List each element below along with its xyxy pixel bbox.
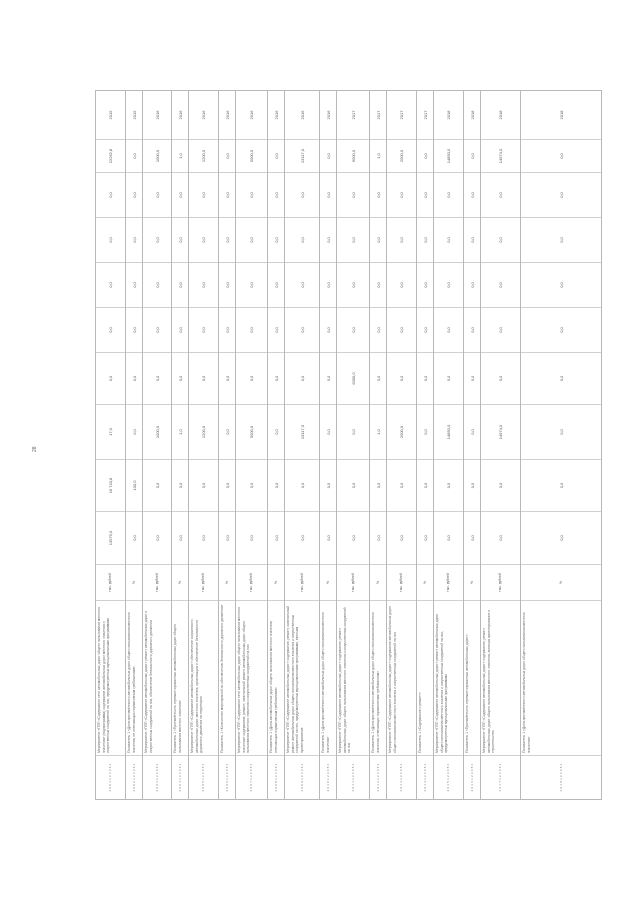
row-value: 0,0: [417, 140, 433, 173]
table-row: [434, 90, 464, 800]
row-unit: тыс. рублей: [285, 565, 319, 601]
row-value: 0,0: [387, 353, 416, 405]
row-value: 2016: [268, 90, 284, 140]
table-row: [172, 90, 189, 800]
row-value: 0,0: [337, 263, 369, 308]
row-value: 0,0: [143, 460, 171, 512]
row-value: 0,0: [219, 173, 235, 218]
row-value: 1,0: [370, 140, 386, 173]
row-value: 0,0: [464, 512, 480, 565]
row-name: Мероприятие «ППП «Содержание автомобильных дорог» ремонт автомобильных дорог общего пользования местного значения и искусственных сооружений на них, предусмотренных муниципальными программами: [434, 601, 463, 756]
row-unit: %: [219, 565, 235, 601]
row-value: 0,0: [370, 460, 386, 512]
row-value: 0,0: [126, 512, 142, 565]
row-value: 0,0: [219, 140, 235, 173]
row-value: 0,0: [337, 512, 369, 565]
table-row: [521, 90, 602, 800]
row-value: 22262,8: [96, 140, 125, 173]
row-code: 2 0 0 4 1 2 3 4 5 1: [172, 756, 188, 800]
row-unit: тыс. рублей: [143, 565, 171, 601]
row-value: 0,0: [464, 405, 480, 460]
row-value: 0,0: [370, 263, 386, 308]
row-value: 6000,0: [337, 353, 369, 405]
row-value: 0,0: [189, 173, 218, 218]
row-code: 2 0 0 7 1 2 3 4 5 1: [236, 756, 267, 800]
row-value: 2017: [417, 90, 433, 140]
row-value: 0,0: [285, 263, 319, 308]
row-value: 2017: [337, 90, 369, 140]
row-value: 2000,0: [387, 405, 416, 460]
row-unit: тыс. рублей: [337, 565, 369, 601]
row-value: 0,0: [172, 263, 188, 308]
row-value: 0,0: [126, 140, 142, 173]
row-value: 0,0: [189, 512, 218, 565]
row-value: 2017: [370, 90, 386, 140]
row-value: 13117,0: [285, 140, 319, 173]
row-value: 16 743,8: [96, 460, 125, 512]
row-value: 2018: [434, 90, 463, 140]
row-value: 0,0: [268, 460, 284, 512]
row-value: 13579,0: [96, 512, 125, 565]
row-unit: %: [417, 565, 433, 601]
row-value: 0,0: [126, 405, 142, 460]
row-value: 0,0: [172, 512, 188, 565]
row-value: 2016: [320, 90, 336, 140]
row-value: 0,0: [143, 263, 171, 308]
row-value: 0,0: [417, 405, 433, 460]
row-value: 0,0: [481, 218, 520, 263]
row-value: 0,0: [189, 460, 218, 512]
table-row: [481, 90, 521, 800]
row-value: 0,0: [126, 263, 142, 308]
row-unit: %: [172, 565, 188, 601]
row-value: 0,0: [370, 218, 386, 263]
row-value: 0,0: [172, 308, 188, 353]
row-value: 2016: [236, 90, 267, 140]
row-value: 0,0: [337, 405, 369, 460]
row-value: 0,0: [521, 460, 601, 512]
row-value: 5000,0: [236, 140, 267, 173]
row-value: 0,0: [143, 218, 171, 263]
row-value: 0,0: [236, 308, 267, 353]
row-value: 0,0: [320, 308, 336, 353]
row-value: 0,0: [219, 218, 235, 263]
row-value: 2016: [219, 90, 235, 140]
row-value: 0,0: [434, 512, 463, 565]
row-value: 0,0: [189, 218, 218, 263]
row-value: 0,0: [434, 308, 463, 353]
row-code: 2 0 0 6 1 2 3 4 5 1: [219, 756, 235, 800]
row-name: Мероприятие «ППП «Содержание автомобильных дорог» обеспечение сохранности автомобильных дорог местного значения, организация и обеспечение безопасности дорожного движения на территории: [189, 601, 218, 756]
row-value: 0,0: [521, 140, 601, 173]
row-value: 0,0: [387, 173, 416, 218]
row-value: 0,0: [96, 263, 125, 308]
row-value: 0,0: [337, 173, 369, 218]
table-row: [126, 90, 143, 800]
row-value: 0,0: [417, 353, 433, 405]
row-value: 0,0: [143, 512, 171, 565]
row-value: 0,0: [96, 173, 125, 218]
row-code: 2 0 1 0 1 2 3 4 5 1: [320, 756, 336, 800]
row-value: 0,0: [434, 263, 463, 308]
row-value: 0,0: [219, 308, 235, 353]
table-row: [189, 90, 219, 800]
row-unit: %: [320, 565, 336, 601]
row-unit: тыс. рублей: [96, 565, 125, 601]
row-value: 0,0: [464, 173, 480, 218]
row-value: 0,0: [219, 263, 235, 308]
row-value: 0,0: [268, 173, 284, 218]
row-value: 0,0: [521, 353, 601, 405]
row-value: 0,0: [126, 173, 142, 218]
row-value: 0,0: [236, 460, 267, 512]
row-value: 1,0: [172, 140, 188, 173]
row-value: 0,0: [387, 263, 416, 308]
table-row: [417, 90, 434, 800]
row-value: 0,0: [320, 460, 336, 512]
row-value: 0,0: [434, 353, 463, 405]
row-value: 0,0: [268, 308, 284, 353]
row-value: 14974,0: [481, 140, 520, 173]
row-unit: %: [521, 565, 601, 601]
row-value: 0,0: [96, 353, 125, 405]
row-code: 2 0 1 8 1 2 3 4 5 1: [521, 756, 601, 800]
row-value: 1200,0: [189, 140, 218, 173]
row-value: 0,0: [268, 218, 284, 263]
table-row: [268, 90, 285, 800]
row-unit: %: [464, 565, 480, 601]
row-value: 0,0: [370, 353, 386, 405]
row-value: 0,0: [219, 512, 235, 565]
row-name: Показатель 1 «Протяжённость отремонтированных автомобильных дорог общего пользования местного значения»: [172, 601, 188, 756]
row-value: 0,0: [219, 405, 235, 460]
row-value: 1000,0: [143, 405, 171, 460]
row-value: 0,0: [320, 263, 336, 308]
row-value: 0,0: [337, 218, 369, 263]
row-code: 2 0 0 2 1 2 3 4 5 1: [126, 756, 142, 800]
table-row: [219, 90, 236, 800]
row-value: 2000,0: [387, 140, 416, 173]
row-value: 0,0: [219, 460, 235, 512]
row-name: Показатель 1 «Протяжённость отремонтированных автомобильных дорог»: [464, 601, 480, 756]
row-value: 0,0: [236, 263, 267, 308]
row-value: 0,0: [387, 512, 416, 565]
row-code: 2 0 1 4 1 2 3 4 5 1: [417, 756, 433, 800]
row-value: 0,0: [236, 512, 267, 565]
row-value: 0,0: [268, 405, 284, 460]
row-value: 0,0: [481, 263, 520, 308]
row-value: 13117,0: [285, 405, 319, 460]
row-value: 0,0: [481, 173, 520, 218]
row-name: Мероприятие «ППП «Содержание сети автомобильных дорог общего пользования местного значения» (подпрограмма) содержание автомобильных дорог местного значения и искусственных сооружений на них, предусмотренных муниципальными программами: [96, 601, 125, 756]
row-value: 0,0: [285, 308, 319, 353]
table-row: [387, 90, 417, 800]
row-unit: тыс. рублей: [387, 565, 416, 601]
row-value: 2018: [464, 90, 480, 140]
row-value: 2015: [126, 90, 142, 140]
table-row: [95, 90, 126, 800]
row-name: Показатель 1 «Доля автомобильных дорог общего пользования местного значения, отвечающих нормативным требованиям»: [268, 601, 284, 756]
row-value: 2015: [96, 90, 125, 140]
table-row: [143, 90, 172, 800]
row-value: 2016: [143, 90, 171, 140]
row-value: 0,0: [189, 263, 218, 308]
row-value: 0,0: [417, 512, 433, 565]
row-value: 6000,0: [337, 140, 369, 173]
row-code: 2 0 1 5 1 2 3 4 5 1: [434, 756, 463, 800]
row-name: Мероприятие «ППП «Содержание автомобильных дорог» содержание, ремонт автомобильных дорог общего пользования местного значения и искусственных сооружений на них: [337, 601, 369, 756]
rotated-table: [95, 90, 592, 800]
row-value: 0,0: [370, 308, 386, 353]
row-code: 2 0 0 8 1 2 3 4 5 1: [268, 756, 284, 800]
row-value: 0,0: [521, 218, 601, 263]
row-unit: %: [370, 565, 386, 601]
row-value: 0,0: [143, 308, 171, 353]
row-value: 0,0: [172, 460, 188, 512]
row-value: 0,0: [172, 353, 188, 405]
row-value: 0,0: [464, 460, 480, 512]
row-value: 0,0: [387, 460, 416, 512]
row-value: 0,0: [370, 173, 386, 218]
row-value: 0,0: [189, 353, 218, 405]
row-value: 14850,0: [434, 140, 463, 173]
row-value: 0,0: [143, 353, 171, 405]
row-value: 0,0: [96, 308, 125, 353]
row-value: 0,0: [521, 405, 601, 460]
row-unit: %: [126, 565, 142, 601]
row-value: 0,0: [285, 460, 319, 512]
row-unit: %: [268, 565, 284, 601]
row-value: 0,0: [464, 308, 480, 353]
row-value: 0,0: [434, 460, 463, 512]
row-name: Мероприятие «ППП «Содержание сети автомобильных дорог общего пользования местного значения» содержание, ремонт, капитальный ремонт автомобильных дорог общего пользования местного значения и искусственных сооружений на них: [236, 601, 267, 756]
row-value: 0,0: [320, 512, 336, 565]
row-value: 2016: [172, 90, 188, 140]
row-value: 0,0: [521, 263, 601, 308]
row-value: 0,0: [143, 173, 171, 218]
row-value: 0,0: [189, 308, 218, 353]
page-number: 28: [32, 446, 38, 452]
row-code: 2 0 1 2 1 2 3 4 5 1: [370, 756, 386, 800]
row-unit: тыс. рублей: [434, 565, 463, 601]
row-value: 0,0: [320, 353, 336, 405]
row-value: 0,0: [285, 512, 319, 565]
row-value: 0,0: [285, 353, 319, 405]
table-row: [370, 90, 387, 800]
row-unit: тыс. рублей: [236, 565, 267, 601]
row-value: 0,0: [370, 512, 386, 565]
row-value: 0,0: [464, 353, 480, 405]
row-value: 0,0: [236, 218, 267, 263]
table-row: [464, 90, 481, 800]
row-code: 2 0 0 3 1 2 3 4 5 1: [143, 756, 171, 800]
row-name: Мероприятие «ППП «Содержание автомобильных дорог» содержание автомобильных дорог общего пользования местного значения и искусственных сооружений на них: [387, 601, 416, 756]
row-value: 0,0: [417, 460, 433, 512]
row-value: 0,0: [126, 353, 142, 405]
row-value: 0,0: [320, 140, 336, 173]
row-value: 0,0: [521, 173, 601, 218]
row-value: 0,0: [172, 218, 188, 263]
row-name: Мероприятие «ППП «Содержание автомобильных дорог» ремонт автомобильных дорог и искусственных сооружений на них, обеспечение безопасности дорожного движения: [143, 601, 171, 756]
row-value: 0,0: [285, 218, 319, 263]
row-value: 2017: [387, 90, 416, 140]
row-code: 2 0 1 7 1 2 3 4 5 1: [481, 756, 520, 800]
row-value: 2016: [285, 90, 319, 140]
row-value: 0,0: [96, 218, 125, 263]
row-value: 1000,0: [143, 140, 171, 173]
row-value: 0,0: [417, 173, 433, 218]
row-value: 1200,0: [189, 405, 218, 460]
row-value: 0,0: [481, 460, 520, 512]
row-value: 0,0: [464, 263, 480, 308]
row-value: 0,0: [320, 218, 336, 263]
row-value: 0,0: [481, 308, 520, 353]
row-name: Показатель 1 «Доля протяжённости автомобильных дорог общего пользования местного значения»: [320, 601, 336, 756]
row-code: 2 0 0 5 1 2 3 4 5 1: [189, 756, 218, 800]
row-value: 0,0: [521, 512, 601, 565]
row-value: 14974,0: [481, 405, 520, 460]
row-value: 0,0: [320, 173, 336, 218]
row-code: 2 0 1 1 1 2 3 4 5 1: [337, 756, 369, 800]
row-value: 14850,0: [434, 405, 463, 460]
row-value: 0,0: [464, 140, 480, 173]
row-value: 0,0: [417, 218, 433, 263]
row-value: 0,0: [126, 308, 142, 353]
table-row: [236, 90, 268, 800]
row-name: Показатель 1 «Доля протяжённости автомобильных дорог общего пользования местного значения, отвечающих нормативным требованиям»: [370, 601, 386, 756]
row-value: 0,0: [285, 173, 319, 218]
row-value: 0,0: [337, 460, 369, 512]
row-value: 0,0: [464, 218, 480, 263]
row-value: 0,0: [172, 173, 188, 218]
row-name: Показатель 1 «Доля протяжённости автомобильных дорог общего пользования местного значения, не отвечающих нормативным требованиям»: [126, 601, 142, 756]
row-code: 2 0 0 1 1 2 3 4 5 1: [96, 756, 125, 800]
row-name: Мероприятие «ППП «Содержание автомобильных дорог» содержание, ремонт, капитальный ремонт автомобильных дорог общего пользования местного значения и искусственных сооружений на них, предусмотренных муниципальными программами, включая проектирование: [285, 601, 319, 756]
row-value: 0,0: [268, 263, 284, 308]
row-value: 0,0: [481, 353, 520, 405]
table-row: [337, 90, 370, 800]
row-value: 0,0: [417, 263, 433, 308]
row-value: 2016: [189, 90, 218, 140]
row-name: Показатель 1 «Доля протяжённости автомобильных дорог общего пользования местного значения»: [521, 601, 601, 756]
row-value: 0,0: [434, 173, 463, 218]
row-name: Показатель 1 «Содержание и ремонт»: [417, 601, 433, 756]
row-unit: тыс. рублей: [189, 565, 218, 601]
document-sheet: [95, 90, 592, 800]
row-value: 0,0: [268, 512, 284, 565]
row-value: 0,0: [481, 512, 520, 565]
row-name: Показатель 1 «Количество мероприятий по обеспечению безопасности дорожного движения»: [219, 601, 235, 756]
row-code: 2 0 1 3 1 2 3 4 5 1: [387, 756, 416, 800]
row-value: 0,0: [126, 218, 142, 263]
row-value: 2018: [521, 90, 601, 140]
row-code: 2 0 0 9 1 2 3 4 5 1: [285, 756, 319, 800]
row-name: Мероприятие «ППП «Содержание автомобильных дорог» содержание, ремонт автомобильных дорог общего пользования местного значения, включая проектирование и строительство: [481, 601, 520, 756]
row-value: 0,0: [434, 218, 463, 263]
table-row: [285, 90, 320, 800]
table-row: [320, 90, 337, 800]
row-value: 0,0: [268, 353, 284, 405]
row-value: 0,0: [417, 308, 433, 353]
row-unit: тыс. рублей: [481, 565, 520, 601]
row-value: 0,0: [320, 405, 336, 460]
row-value: 0,0: [387, 308, 416, 353]
row-value: 1,0: [370, 405, 386, 460]
row-value: 0,0: [268, 140, 284, 173]
row-value: 17,0: [96, 405, 125, 460]
row-value: 2018: [481, 90, 520, 140]
row-value: 1,0: [172, 405, 188, 460]
row-value: 100,0: [126, 460, 142, 512]
row-value: 0,0: [236, 353, 267, 405]
row-code: 2 0 1 6 1 2 3 4 5 1: [464, 756, 480, 800]
row-value: 0,0: [521, 308, 601, 353]
row-value: 0,0: [387, 218, 416, 263]
row-value: 0,0: [219, 353, 235, 405]
row-value: 5000,0: [236, 405, 267, 460]
row-value: 0,0: [236, 173, 267, 218]
row-value: 0,0: [337, 308, 369, 353]
